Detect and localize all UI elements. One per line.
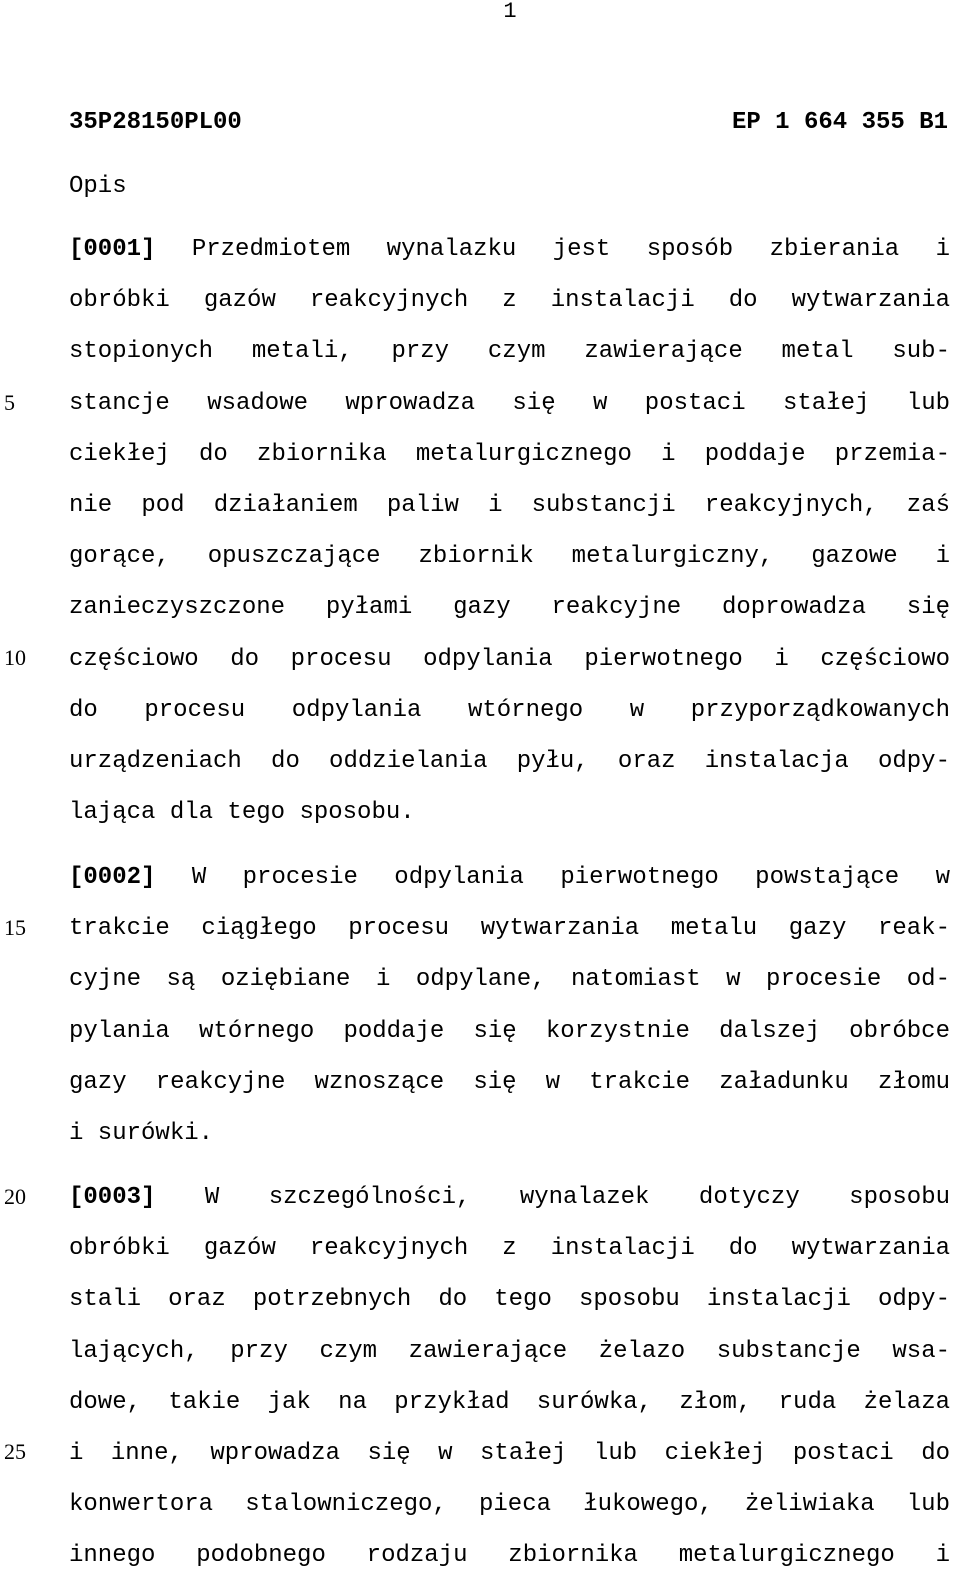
line-number-10: 10: [4, 645, 26, 670]
paragraph-line: [69, 224, 950, 275]
paragraph-0001: [69, 224, 950, 838]
paragraph-line: cyjne są oziębiane i odpylane, natomiast w procesie od-: [69, 966, 950, 994]
paragraph-id: [0003]: [69, 1184, 156, 1211]
paragraph-line: zanieczyszczone pyłami gazy reakcyjne doprowadza się: [69, 594, 950, 622]
paragraph-line: [69, 1172, 950, 1223]
paragraph-line: lająca dla tego sposobu.: [69, 799, 415, 827]
paragraph-text: Przedmiotem wynalazku jest sposób zbierania i: [191, 236, 951, 263]
document-reference: 35P28150PL00: [69, 109, 242, 136]
line-number-5: 5: [4, 390, 15, 415]
patent-number: EP 1 664 355 B1: [731, 109, 948, 136]
paragraph-line: stancje wsadowe wprowadza się w postaci stałej lub: [69, 389, 950, 417]
paragraph-text: W szczególności, wynalazek dotyczy sposobu: [204, 1184, 951, 1211]
paragraph-line: częściowo do procesu odpylania pierwotnego i częściowo: [69, 645, 950, 673]
paragraph-id: [0001]: [69, 236, 156, 263]
paragraph-text: W procesie odpylania pierwotnego powstające w: [191, 864, 951, 891]
paragraph-line: konwertora stalowniczego, pieca łukowego, żeliwiaka lub: [69, 1491, 950, 1519]
paragraph-line: [69, 852, 950, 903]
section-title: Opis: [69, 173, 127, 200]
paragraph-line: lających, przy czym zawierające żelazo substancje wsa-: [69, 1337, 950, 1365]
paragraph-line: i inne, wprowadza się w stałej lub ciekłej postaci do: [69, 1439, 950, 1467]
line-number-20: 20: [4, 1184, 26, 1209]
paragraph-line: do procesu odpylania wtórnego w przyporządkowanych: [69, 696, 950, 724]
paragraph-id: [0002]: [69, 864, 156, 891]
paragraph-line: dowe, takie jak na przykład surówka, złom, ruda żelaza: [69, 1388, 950, 1416]
paragraph-line: nie pod działaniem paliw i substancji reakcyjnych, zaś: [69, 491, 950, 519]
paragraph-line: stali oraz potrzebnych do tego sposobu instalacji odpy-: [69, 1286, 950, 1314]
line-number-25: 25: [4, 1439, 26, 1464]
line-number-15: 15: [4, 915, 26, 940]
paragraph-line: obróbki gazów reakcyjnych z instalacji do wytwarzania: [69, 287, 950, 315]
paragraph-line: stopionych metali, przy czym zawierające metal sub-: [69, 338, 950, 366]
paragraph-line: i surówki.: [69, 1119, 214, 1147]
paragraph-line: gorące, opuszczające zbiornik metalurgiczny, gazowe i: [69, 543, 950, 571]
paragraph-line: trakcie ciągłego procesu wytwarzania metalu gazy reak-: [69, 915, 950, 943]
paragraph-line: innego podobnego rodzaju zbiornika metalurgicznego i: [69, 1542, 950, 1570]
paragraph-line: pylania wtórnego poddaje się korzystnie dalszej obróbce: [69, 1017, 950, 1045]
paragraph-0003: [69, 1172, 950, 1582]
paragraph-line: obróbki gazów reakcyjnych z instalacji do wytwarzania: [69, 1235, 950, 1263]
paragraph-0002: [69, 852, 950, 1159]
page-number: 1: [503, 0, 517, 24]
paragraph-line: urządzeniach do oddzielania pyłu, oraz instalacja odpy-: [69, 747, 950, 775]
paragraph-line: ciekłej do zbiornika metalurgicznego i poddaje przemia-: [69, 440, 950, 468]
paragraph-line: gazy reakcyjne wznoszące się w trakcie załadunku złomu: [69, 1068, 950, 1096]
